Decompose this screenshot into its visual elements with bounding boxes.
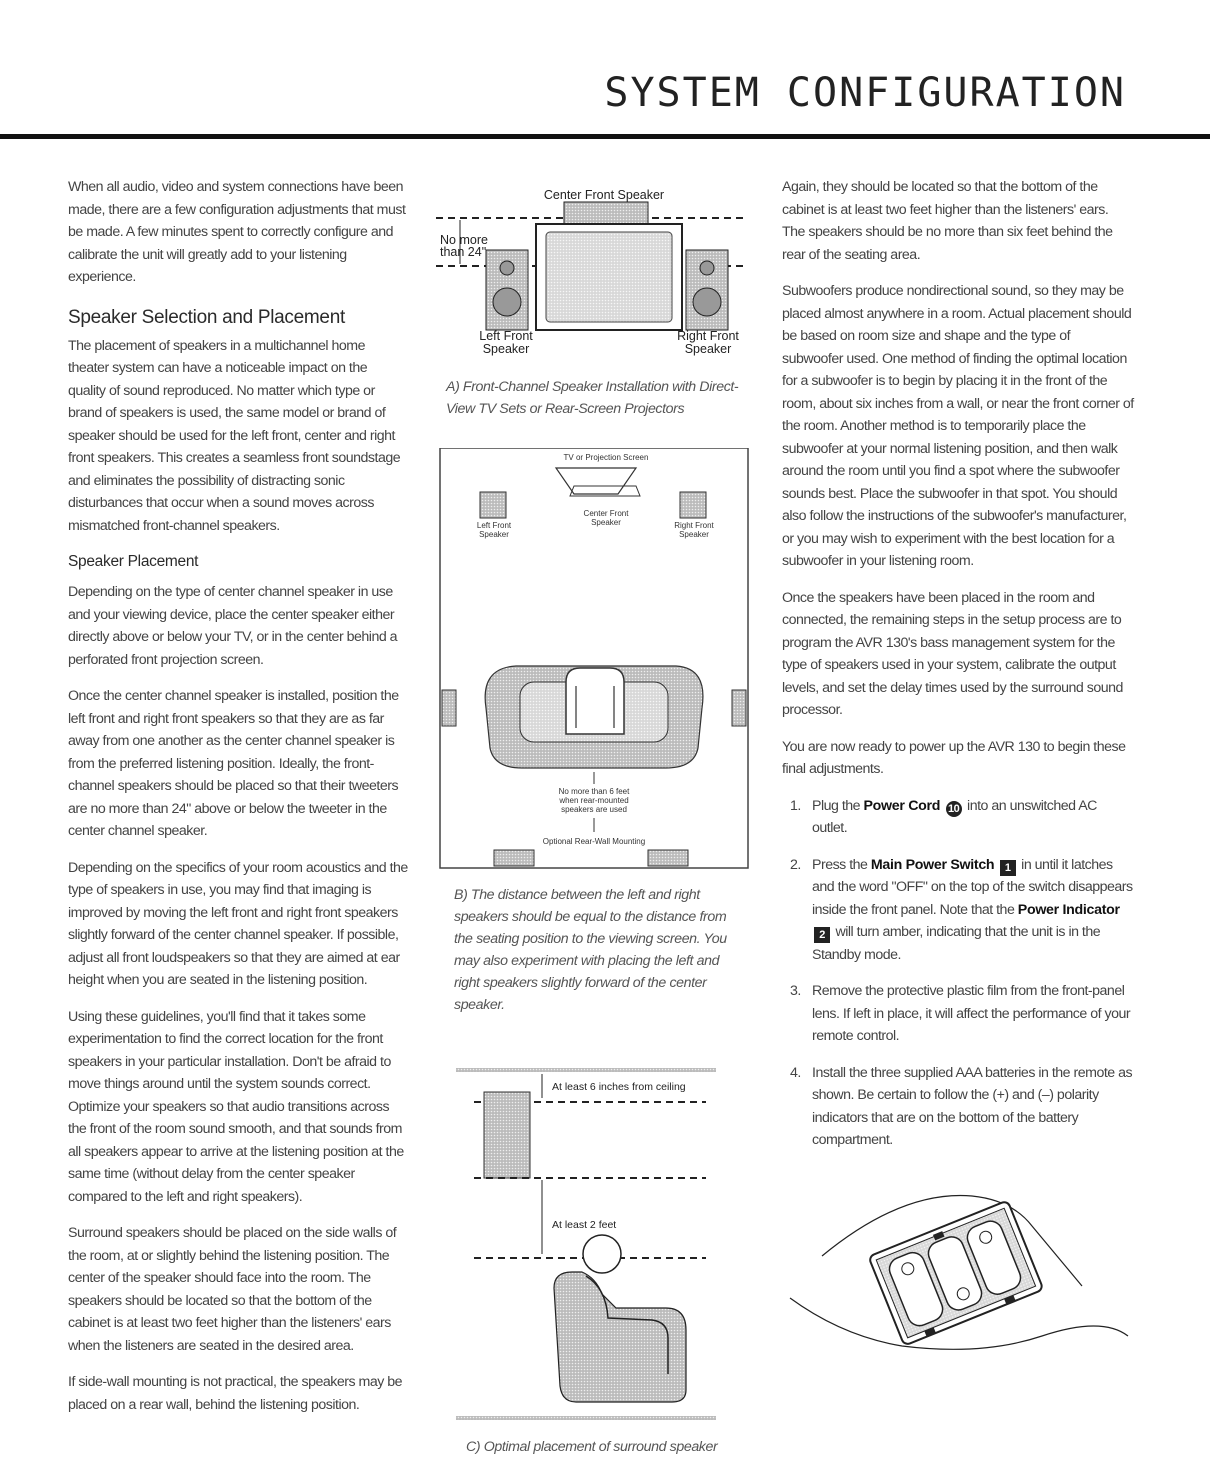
step-number: 4. xyxy=(790,1064,801,1081)
power-cord-callout-icon: 10 xyxy=(946,801,962,817)
paragraph: Surround speakers should be placed on the side walls of the room, at or slightly behind the listening position. The center of the speaker should face into the room. The speakers should be located so that the bottom of the cabinet is at least two feet higher than the listeners' ears when the listeners are seated in the desired area. xyxy=(68,1225,397,1354)
left-surround-speaker xyxy=(442,690,456,726)
figure-c-caption: C) Optimal placement of surround speaker xyxy=(466,1439,718,1455)
left-tweeter xyxy=(500,261,514,275)
step-text: into an unswitched AC outlet. xyxy=(812,797,1097,836)
center-front-label-2: Speaker xyxy=(591,518,621,527)
distance-note-3: speakers are used xyxy=(561,805,627,814)
left-column xyxy=(68,176,408,1430)
battery-compartment-illustration xyxy=(782,1186,1134,1366)
center-speaker-label: Center Front Speaker xyxy=(543,188,665,202)
step-item xyxy=(782,980,1134,1048)
main-power-switch-label: Main Power Switch xyxy=(870,856,995,873)
paragraph: Depending on the type of center channel speaker in use and your viewing device, place the center speaker either directly above or below your TV, or in the center behind a perforated front projection screen. xyxy=(68,584,398,668)
header-rule xyxy=(0,134,1210,139)
right-speaker-label: Right Front xyxy=(677,329,739,343)
right-surround-speaker xyxy=(732,690,746,726)
figure-c-surround-placement xyxy=(436,1068,752,1430)
right-tweeter xyxy=(700,261,714,275)
step-text: will turn amber, indicating that the unit is in the Standby mode. xyxy=(812,924,1101,963)
center-front-label: Center Front xyxy=(583,509,629,518)
listener-head xyxy=(583,1235,621,1273)
ceiling-distance-label: At least 6 inches from ceiling xyxy=(552,1081,686,1093)
no-more-label-2: than 24" xyxy=(440,245,487,259)
surround-speaker xyxy=(484,1092,530,1178)
right-speaker-label-2: Speaker xyxy=(684,342,732,356)
center-speaker xyxy=(564,202,648,224)
right-front-label: Right Front xyxy=(674,521,714,530)
step-text: Remove the protective plastic film from the front-panel lens. If left in place, it will affect the performance of your remote control. xyxy=(812,983,1131,1044)
left-speaker-label: Left Front xyxy=(479,329,533,343)
left-speaker-label-2: Speaker xyxy=(482,342,530,356)
right-front-speaker xyxy=(680,492,706,518)
step-text: Plug the xyxy=(812,797,864,814)
left-front-label: Left Front xyxy=(476,521,512,530)
no-more-label: No more xyxy=(440,233,488,247)
armchair xyxy=(554,1272,686,1402)
step-number: 3. xyxy=(790,983,801,999)
right-front-label-2: Speaker xyxy=(679,530,709,539)
step-number: 2. xyxy=(790,856,801,873)
left-front-label-2: Speaker xyxy=(479,530,509,539)
paragraph: Subwoofers produce nondirectional sound, so they may be placed almost anywhere in a room. Actual placement should be based on room size and shape and the type of subwoofer used. One method of finding the optimal location for a subwoofer is to begin by placing it in the front of the room, about six inches from a wall, or near the front corner of the room. Another method is to temporarily place the subwoofer at your normal listening position, and then walk around the room until you find a spot where the subwoofer sounds best. Place the subwoofer in that spot. You should also follow the instructions of the subwoofer's manufacturer, or you may wish to experiment with the best location for a subwoofer in your listening room. xyxy=(782,283,1134,569)
paragraph: Using these guidelines, you'll find that it takes some experimentation to find the correct location for the front speakers in your particular installation. Don't be afraid to move things around until the system sounds correct. Optimize your speakers so that audio transitions across the front of the room sound smooth, and that sounds from all speakers appear to arrive at the listening position at the same time (without delay from the center speaker compared to the left and right speakers). xyxy=(68,1008,404,1205)
rear-wall-label: Optional Rear-Wall Mounting xyxy=(542,837,646,846)
right-rear-speaker xyxy=(648,850,688,866)
intro-paragraph: When all audio, video and system connections have been made, there are a few configuration adjustments that must be made. A few minutes spent to correctly configure and calibrate the unit will greatly add to your listening experience. xyxy=(68,179,406,285)
step-text: Install the three supplied AAA batteries in the remote as shown. Be certain to follow the (+) and (–) polarity indicators that are on the bottom of the battery compartment. xyxy=(812,1064,1133,1148)
middle-column xyxy=(436,176,752,1458)
distance-note-2: when rear-mounted xyxy=(559,796,629,805)
tv-screen xyxy=(546,232,672,322)
ceiling xyxy=(456,1068,716,1072)
left-rear-speaker xyxy=(494,850,534,866)
page-title: SYSTEM CONFIGURATION xyxy=(604,70,1126,116)
two-feet-label: At least 2 feet xyxy=(552,1219,617,1231)
left-front-speaker xyxy=(480,492,506,518)
power-indicator-label: Power Indicator xyxy=(1017,901,1120,918)
paragraph: If side-wall mounting is not practical, the speakers may be placed on a rear wall, behind the listening position. xyxy=(68,1374,403,1413)
right-woofer xyxy=(693,288,721,316)
figure-b-room-layout xyxy=(436,448,752,870)
paragraph: Again, they should be located so that the bottom of the cabinet is at least two feet higher than the listeners' ears. The speakers should be no more than six feet behind the rear of the seating area. xyxy=(782,179,1113,263)
paragraph: Once the center channel speaker is installed, position the left front and right front speakers so that they are as far away from one another as the center channel speaker is from the preferred listening position. Ideally, the front-channel speakers should be placed so that their tweeters are no more than 24" above or below the tweeter in the center channel speaker. xyxy=(68,688,399,839)
screen-label: TV or Projection Screen xyxy=(563,453,649,462)
figure-a-front-speakers xyxy=(436,176,752,366)
section-heading: Speaker Selection and Placement xyxy=(68,306,345,328)
floor xyxy=(456,1416,716,1420)
step-item xyxy=(782,854,1134,967)
right-column xyxy=(782,176,1134,1366)
main-power-switch-callout-icon: 1 xyxy=(1000,860,1016,876)
power-indicator-callout-icon: 2 xyxy=(814,927,830,943)
step-text: Press the xyxy=(812,856,871,873)
distance-note: No more than 6 feet xyxy=(558,787,630,796)
setup-steps xyxy=(782,795,1134,1152)
figure-a-caption: A) Front-Channel Speaker Installation with Direct-View TV Sets or Rear-Screen Projectors xyxy=(446,379,739,417)
sub-heading: Speaker Placement xyxy=(68,553,199,570)
paragraph: The placement of speakers in a multichannel home theater system can have a noticeable impact on the quality of sound reproduced. No matter which type or brand of speakers is used, the same model or brand of speaker should be used for the left front, center and right front speakers. This creates a seamless front soundstage and eliminates the possibility of distracting sonic disturbances that occur when a sound moves across mismatched front-channel speakers. xyxy=(68,337,401,534)
figure-b-caption: B) The distance between the left and right speakers should be equal to the distance from the seating position to the viewing screen. You may also experiment with placing the left and right speakers slightly forward of the center speaker. xyxy=(454,887,727,1013)
step-number: 1. xyxy=(790,797,801,814)
paragraph: Once the speakers have been placed in the room and connected, the remaining steps in the setup process are to program the AVR 130's bass management system for the type of speakers used in your system, calibrate the output levels, and set the delay times used by the surround sound processor. xyxy=(782,589,1123,718)
power-cord-label: Power Cord xyxy=(863,797,941,814)
paragraph: You are now ready to power up the AVR 130 to begin these final adjustments. xyxy=(782,738,1126,777)
left-woofer xyxy=(493,288,521,316)
listener xyxy=(566,668,624,734)
step-text: in until it latches and the word "OFF" on the top of the switch disappears inside the front panel. Note that the xyxy=(812,856,1133,918)
paragraph: Depending on the specifics of your room acoustics and the type of speakers in use, you may find that imaging is improved by moving the left front and right front speakers slightly forward of the center channel speaker. If possible, adjust all front loudspeakers so that they are aimed at ear height when you are seated in the listening position. xyxy=(68,859,408,988)
step-item xyxy=(782,795,1134,840)
step-item xyxy=(782,1062,1134,1152)
